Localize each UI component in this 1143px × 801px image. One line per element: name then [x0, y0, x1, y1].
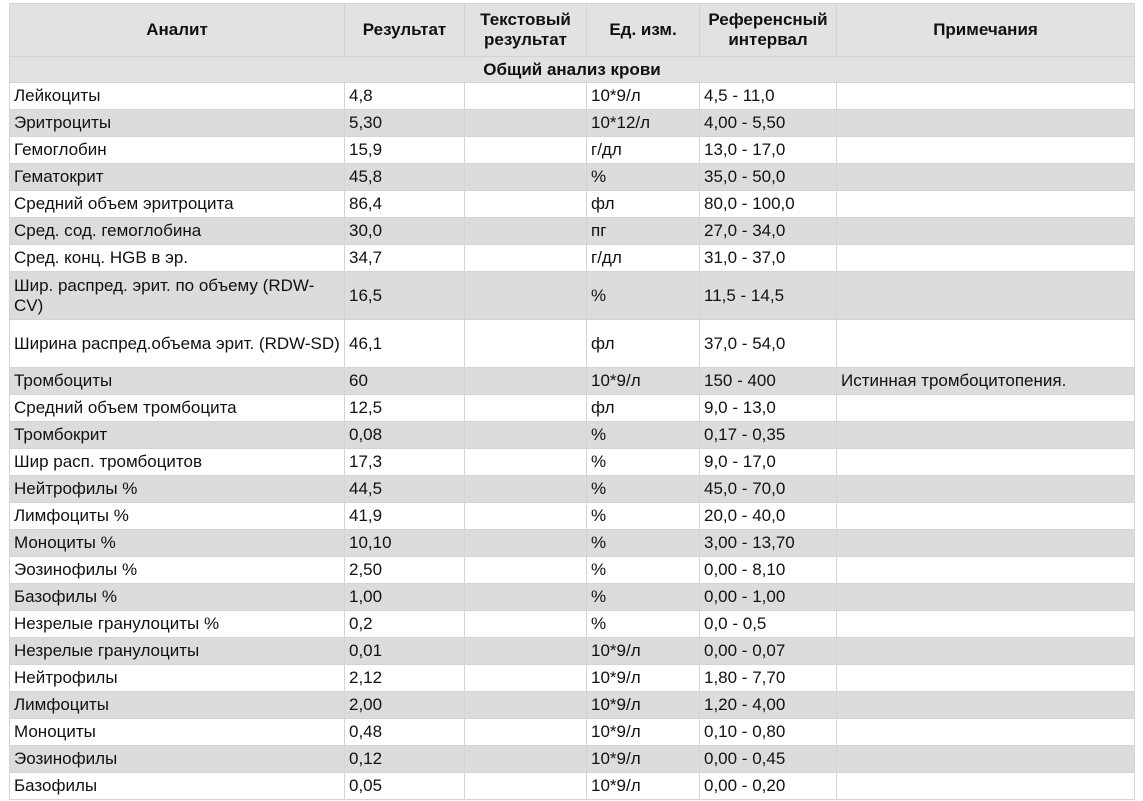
notes-cell: [837, 611, 1135, 638]
header-result: Результат: [345, 4, 465, 57]
unit-cell: %: [587, 503, 700, 530]
result-cell: 15,9: [345, 137, 465, 164]
text-result-cell: [465, 110, 587, 137]
unit-cell: 10*12/л: [587, 110, 700, 137]
reference-cell: 0,00 - 8,10: [700, 557, 837, 584]
reference-cell: 45,0 - 70,0: [700, 476, 837, 503]
text-result-cell: [465, 557, 587, 584]
text-result-cell: [465, 368, 587, 395]
notes-cell: [837, 719, 1135, 746]
reference-cell: 3,00 - 13,70: [700, 530, 837, 557]
result-cell: 0,08: [345, 422, 465, 449]
text-result-cell: [465, 395, 587, 422]
table-row: [10, 272, 1135, 320]
notes-cell: [837, 320, 1135, 368]
analyte-cell: Гематокрит: [10, 164, 345, 191]
unit-cell: 10*9/л: [587, 638, 700, 665]
result-cell: 0,05: [345, 773, 465, 800]
reference-cell: 80,0 - 100,0: [700, 191, 837, 218]
unit-cell: %: [587, 476, 700, 503]
analyte-cell: Моноциты: [10, 719, 345, 746]
result-cell: 46,1: [345, 320, 465, 368]
notes-cell: [837, 272, 1135, 320]
result-cell: 1,00: [345, 584, 465, 611]
table-row: [10, 476, 1135, 503]
notes-cell: [837, 638, 1135, 665]
unit-cell: фл: [587, 395, 700, 422]
reference-cell: 35,0 - 50,0: [700, 164, 837, 191]
text-result-cell: [465, 530, 587, 557]
text-result-cell: [465, 584, 587, 611]
unit-cell: %: [587, 557, 700, 584]
table-row: [10, 422, 1135, 449]
header-row: [10, 4, 1135, 57]
analyte-cell: Лимфоциты %: [10, 503, 345, 530]
analyte-cell: Базофилы: [10, 773, 345, 800]
notes-cell: [837, 692, 1135, 719]
result-cell: 0,48: [345, 719, 465, 746]
analyte-cell: Шир. распред. эрит. по объему (RDW-CV): [10, 272, 345, 320]
unit-cell: %: [587, 422, 700, 449]
reference-cell: 0,00 - 0,20: [700, 773, 837, 800]
table-row: [10, 191, 1135, 218]
analyte-cell: Моноциты %: [10, 530, 345, 557]
reference-cell: 27,0 - 34,0: [700, 218, 837, 245]
header-unit: Ед. изм.: [587, 4, 700, 57]
result-cell: 12,5: [345, 395, 465, 422]
table-row: [10, 692, 1135, 719]
reference-cell: 1,20 - 4,00: [700, 692, 837, 719]
text-result-cell: [465, 245, 587, 272]
analyte-cell: Шир расп. тромбоцитов: [10, 449, 345, 476]
table-row: [10, 110, 1135, 137]
reference-cell: 13,0 - 17,0: [700, 137, 837, 164]
notes-cell: [837, 665, 1135, 692]
table-row: [10, 368, 1135, 395]
notes-cell: [837, 191, 1135, 218]
result-cell: 30,0: [345, 218, 465, 245]
unit-cell: пг: [587, 218, 700, 245]
table-row: [10, 611, 1135, 638]
table-row: [10, 773, 1135, 800]
notes-cell: [837, 218, 1135, 245]
table-row: [10, 137, 1135, 164]
reference-cell: 0,10 - 0,80: [700, 719, 837, 746]
table-row: [10, 449, 1135, 476]
analyte-cell: Ширина распред.объема эрит. (RDW-SD): [10, 320, 345, 368]
unit-cell: 10*9/л: [587, 746, 700, 773]
analyte-cell: Средний объем эритроцита: [10, 191, 345, 218]
table-header: [10, 4, 1135, 57]
reference-cell: 11,5 - 14,5: [700, 272, 837, 320]
text-result-cell: [465, 719, 587, 746]
result-cell: 17,3: [345, 449, 465, 476]
text-result-cell: [465, 449, 587, 476]
table-body: [10, 57, 1135, 800]
analyte-cell: Сред. сод. гемоглобина: [10, 218, 345, 245]
text-result-cell: [465, 191, 587, 218]
table-row: [10, 320, 1135, 368]
notes-cell: [837, 449, 1135, 476]
table-row: [10, 245, 1135, 272]
result-cell: 16,5: [345, 272, 465, 320]
text-result-cell: [465, 137, 587, 164]
table-row: [10, 395, 1135, 422]
analyte-cell: Незрелые гранулоциты: [10, 638, 345, 665]
table-row: [10, 719, 1135, 746]
unit-cell: %: [587, 530, 700, 557]
analyte-cell: Сред. конц. HGB в эр.: [10, 245, 345, 272]
analyte-cell: Эозинофилы: [10, 746, 345, 773]
reference-cell: 150 - 400: [700, 368, 837, 395]
unit-cell: г/дл: [587, 245, 700, 272]
notes-cell: [837, 164, 1135, 191]
analyte-cell: Гемоглобин: [10, 137, 345, 164]
reference-cell: 9,0 - 13,0: [700, 395, 837, 422]
text-result-cell: [465, 83, 587, 110]
analyte-cell: Лимфоциты: [10, 692, 345, 719]
analyte-cell: Нейтрофилы %: [10, 476, 345, 503]
notes-cell: [837, 584, 1135, 611]
unit-cell: г/дл: [587, 137, 700, 164]
notes-cell: [837, 557, 1135, 584]
table-row: [10, 638, 1135, 665]
unit-cell: 10*9/л: [587, 773, 700, 800]
reference-cell: 0,00 - 0,07: [700, 638, 837, 665]
result-cell: 41,9: [345, 503, 465, 530]
table-row: [10, 665, 1135, 692]
reference-cell: 9,0 - 17,0: [700, 449, 837, 476]
reference-cell: 31,0 - 37,0: [700, 245, 837, 272]
notes-cell: [837, 746, 1135, 773]
reference-cell: 4,5 - 11,0: [700, 83, 837, 110]
unit-cell: 10*9/л: [587, 665, 700, 692]
unit-cell: %: [587, 164, 700, 191]
table-row: [10, 503, 1135, 530]
unit-cell: 10*9/л: [587, 692, 700, 719]
notes-cell: [837, 137, 1135, 164]
notes-cell: [837, 395, 1135, 422]
notes-cell: [837, 245, 1135, 272]
text-result-cell: [465, 164, 587, 191]
table-row: [10, 218, 1135, 245]
result-cell: 4,8: [345, 83, 465, 110]
analyte-cell: Эозинофилы %: [10, 557, 345, 584]
reference-cell: 20,0 - 40,0: [700, 503, 837, 530]
unit-cell: 10*9/л: [587, 719, 700, 746]
analyte-cell: Тромбоциты: [10, 368, 345, 395]
notes-cell: [837, 773, 1135, 800]
text-result-cell: [465, 320, 587, 368]
table-row: [10, 530, 1135, 557]
reference-cell: 4,00 - 5,50: [700, 110, 837, 137]
result-cell: 0,12: [345, 746, 465, 773]
reference-cell: 0,00 - 1,00: [700, 584, 837, 611]
text-result-cell: [465, 476, 587, 503]
result-cell: 2,12: [345, 665, 465, 692]
table-row: [10, 746, 1135, 773]
result-cell: 0,2: [345, 611, 465, 638]
result-cell: 2,50: [345, 557, 465, 584]
unit-cell: 10*9/л: [587, 83, 700, 110]
reference-cell: 1,80 - 7,70: [700, 665, 837, 692]
header-analyte: Аналит: [10, 4, 345, 57]
text-result-cell: [465, 422, 587, 449]
text-result-cell: [465, 773, 587, 800]
text-result-cell: [465, 665, 587, 692]
reference-cell: 0,17 - 0,35: [700, 422, 837, 449]
notes-cell: [837, 503, 1135, 530]
header-text-result: Текстовый результат: [465, 4, 587, 57]
notes-cell: [837, 530, 1135, 557]
analyte-cell: Эритроциты: [10, 110, 345, 137]
section-row: [10, 57, 1135, 83]
analyte-cell: Средний объем тромбоцита: [10, 395, 345, 422]
analyte-cell: Лейкоциты: [10, 83, 345, 110]
unit-cell: %: [587, 272, 700, 320]
notes-cell: [837, 110, 1135, 137]
table-row: [10, 584, 1135, 611]
unit-cell: фл: [587, 191, 700, 218]
text-result-cell: [465, 272, 587, 320]
lab-results-table: [9, 3, 1135, 800]
unit-cell: фл: [587, 320, 700, 368]
table-row: [10, 83, 1135, 110]
header-notes: Примечания: [837, 4, 1135, 57]
analyte-cell: Тромбокрит: [10, 422, 345, 449]
analyte-cell: Нейтрофилы: [10, 665, 345, 692]
table-row: [10, 557, 1135, 584]
result-cell: 44,5: [345, 476, 465, 503]
notes-cell: [837, 83, 1135, 110]
text-result-cell: [465, 611, 587, 638]
reference-cell: 37,0 - 54,0: [700, 320, 837, 368]
header-reference: Референсный интервал: [700, 4, 837, 57]
result-cell: 2,00: [345, 692, 465, 719]
unit-cell: %: [587, 584, 700, 611]
text-result-cell: [465, 503, 587, 530]
text-result-cell: [465, 638, 587, 665]
section-title: Общий анализ крови: [10, 57, 1135, 83]
notes-cell: [837, 422, 1135, 449]
unit-cell: %: [587, 449, 700, 476]
text-result-cell: [465, 218, 587, 245]
text-result-cell: [465, 746, 587, 773]
unit-cell: %: [587, 611, 700, 638]
result-cell: 45,8: [345, 164, 465, 191]
result-cell: 34,7: [345, 245, 465, 272]
result-cell: 86,4: [345, 191, 465, 218]
notes-cell: Истинная тромбоцитопения.: [837, 368, 1135, 395]
table-row: [10, 164, 1135, 191]
text-result-cell: [465, 692, 587, 719]
result-cell: 5,30: [345, 110, 465, 137]
result-cell: 10,10: [345, 530, 465, 557]
analyte-cell: Незрелые гранулоциты %: [10, 611, 345, 638]
unit-cell: 10*9/л: [587, 368, 700, 395]
reference-cell: 0,00 - 0,45: [700, 746, 837, 773]
result-cell: 60: [345, 368, 465, 395]
reference-cell: 0,0 - 0,5: [700, 611, 837, 638]
notes-cell: [837, 476, 1135, 503]
analyte-cell: Базофилы %: [10, 584, 345, 611]
result-cell: 0,01: [345, 638, 465, 665]
